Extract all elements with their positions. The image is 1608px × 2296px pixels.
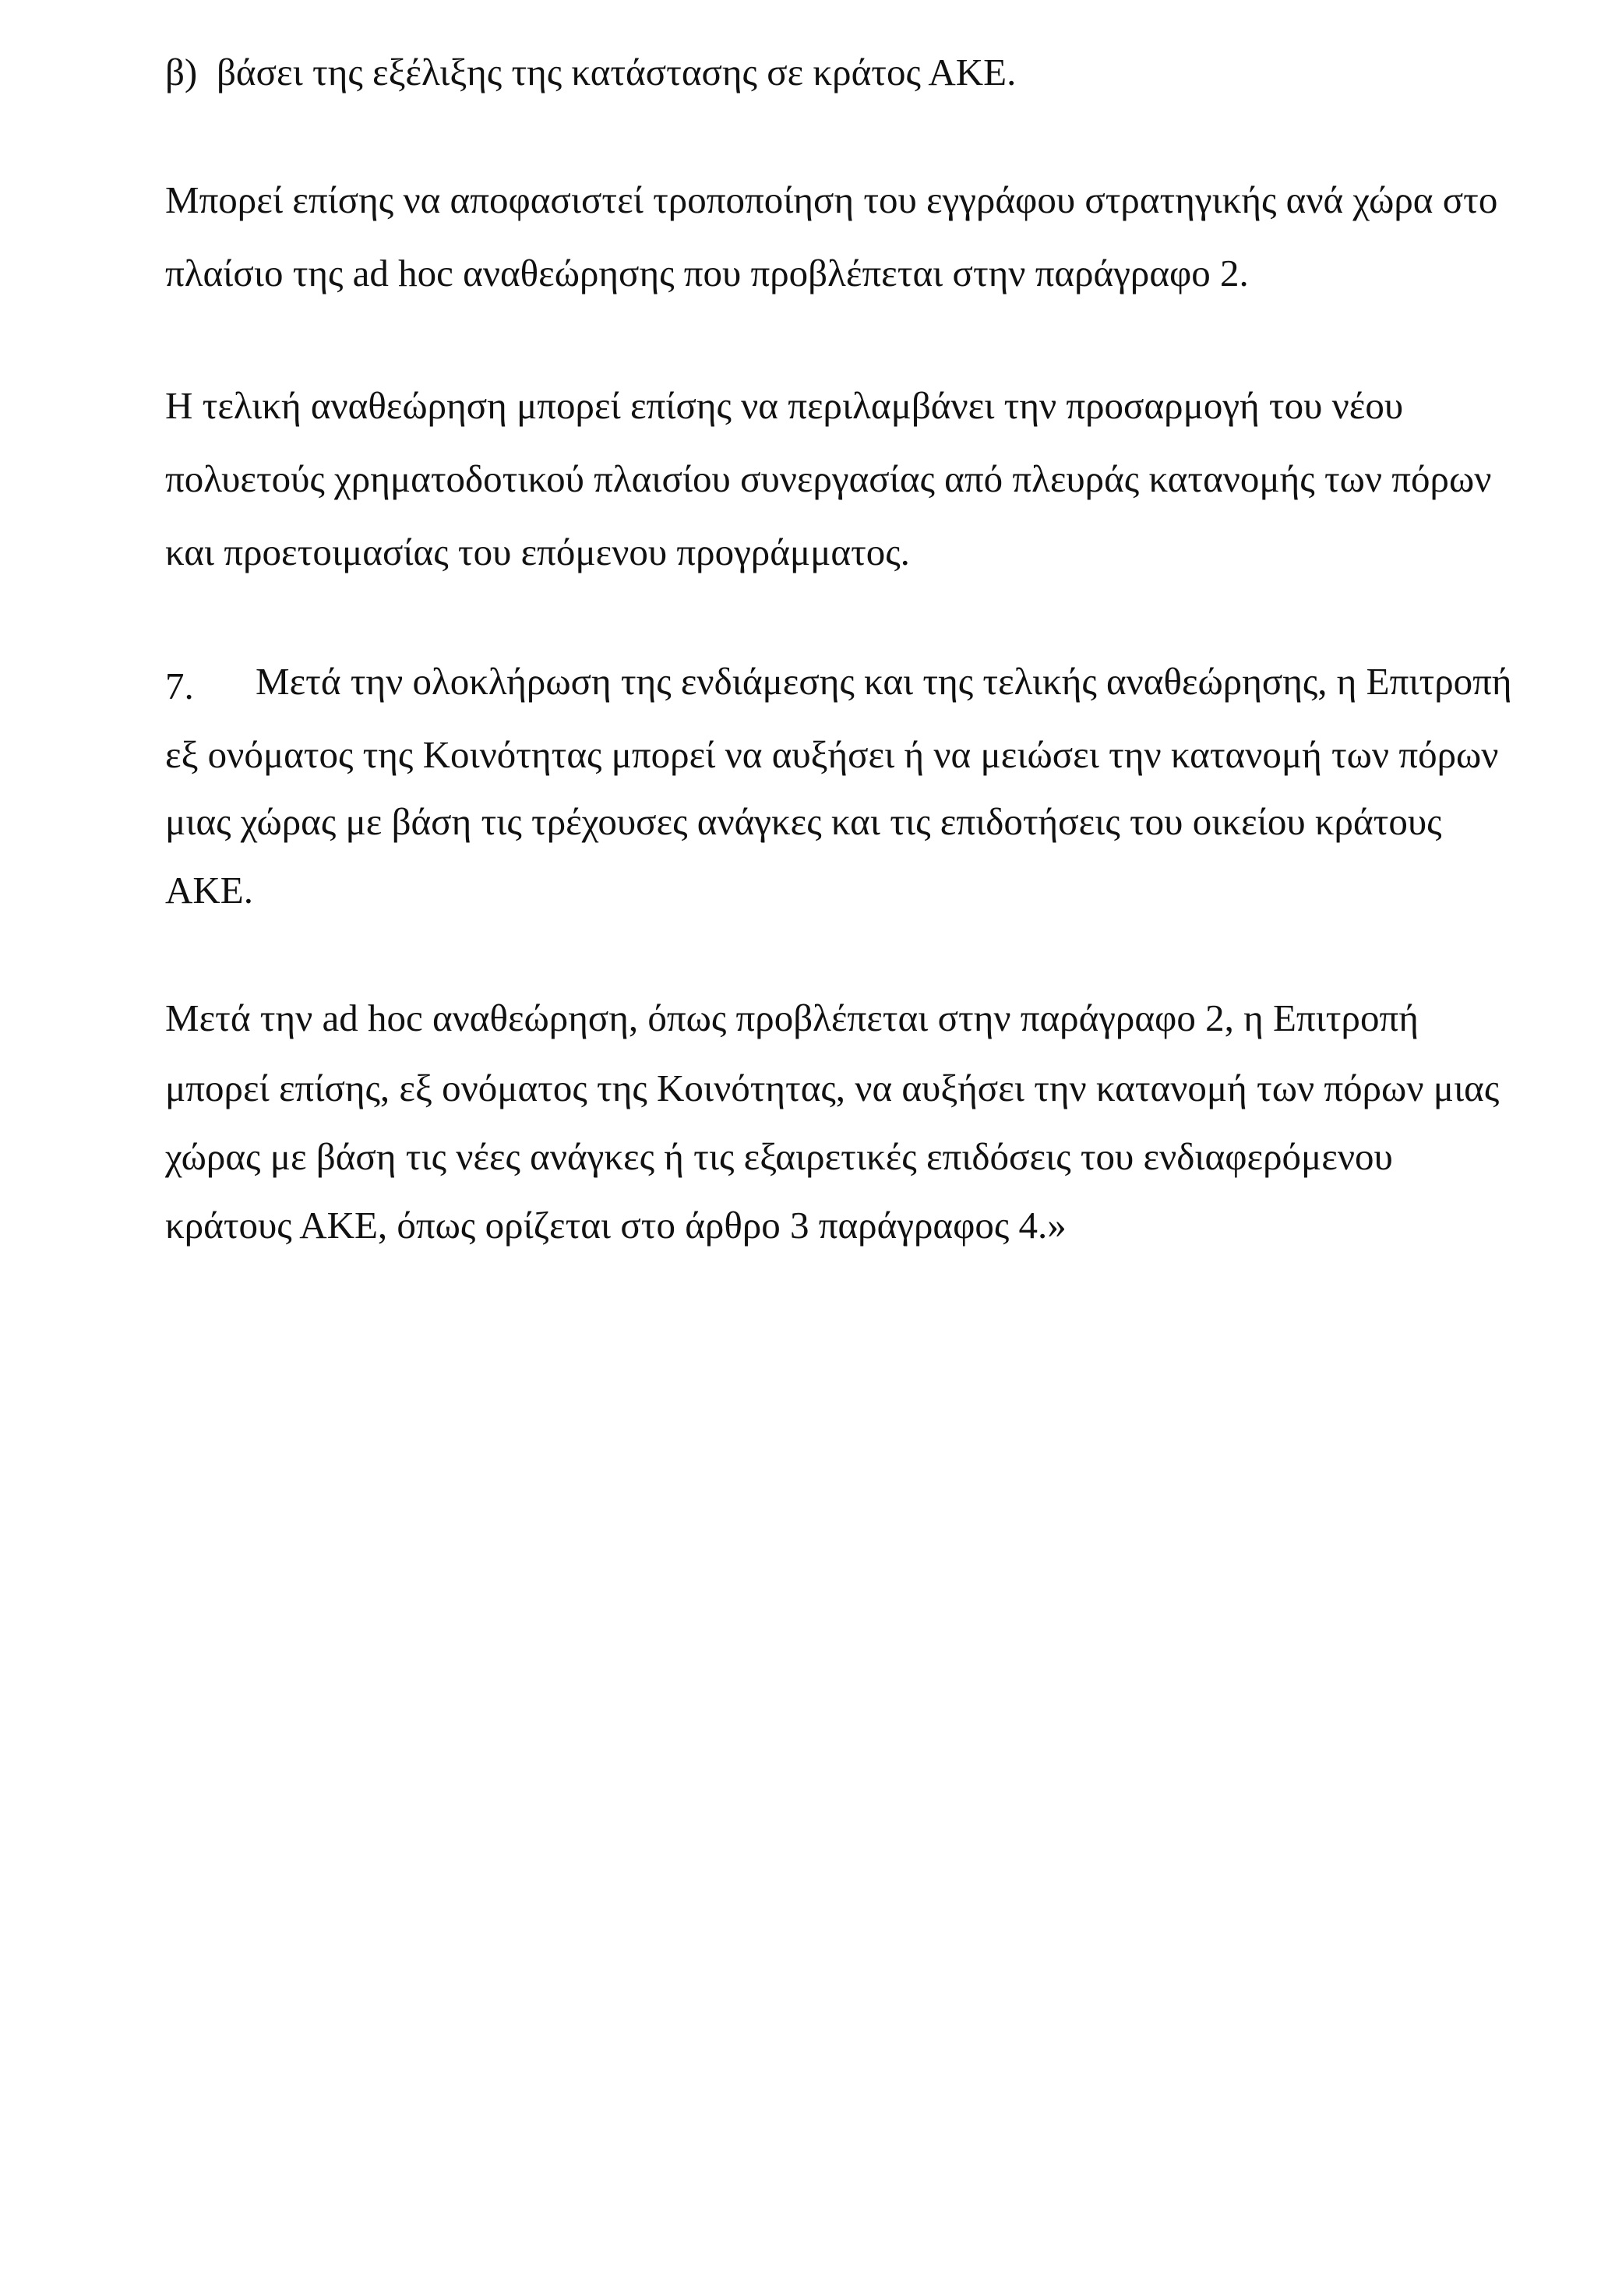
text-line: ΑΚΕ. [165,869,253,912]
item-text: βάσει της εξέλιξης της κατάστασης σε κράτος ΑΚΕ. [217,51,1017,93]
item-marker: β) [165,51,198,93]
text-line: Μετά την ad hoc αναθεώρηση, όπως προβλέπεται στην παράγραφο 2, η Επιτροπή [165,996,1419,1039]
text-line: μιας χώρας με βάση τις τρέχουσες ανάγκες και τις επιδοτήσεις του οικείου κράτους [165,800,1442,843]
text-line: Μπορεί επίσης να αποφασιστεί τροποποίηση του εγγράφου στρατηγικής ανά χώρα στο [165,178,1498,221]
text-line: Μετά την ολοκλήρωση της ενδιάμεσης και της τελικής αναθεώρησης, η Επιτροπή [256,660,1512,703]
text-line: Η τελική αναθεώρηση μπορεί επίσης να περιλαμβάνει την προσαρμογή του νέου [165,384,1404,427]
text-line: πλαίσιο της ad hoc αναθεώρησης που προβλέπεται στην παράγραφο 2. [165,252,1249,294]
text-line: εξ ονόματος της Κοινότητας μπορεί να αυξήσει ή να μειώσει την κατανομή των πόρων [165,733,1499,776]
text-line: χώρας με βάση τις νέες ανάγκες ή τις εξαιρετικές επιδόσεις του ενδιαφερόμενου [165,1135,1393,1178]
text-line: κράτους ΑΚΕ, όπως ορίζεται στο άρθρο 3 παράγραφος 4.» [165,1204,1067,1247]
text-line: πολυετούς χρηματοδοτικού πλαισίου συνεργασίας από πλευράς κατανομής των πόρων [165,457,1492,500]
paragraph-number: 7. [165,665,194,707]
text-line: και προετοιμασίας του επόμενου προγράμματος. [165,531,910,573]
text-line: μπορεί επίσης, εξ ονόματος της Κοινότητας, να αυξήσει την κατανομή των πόρων μιας [165,1067,1500,1109]
